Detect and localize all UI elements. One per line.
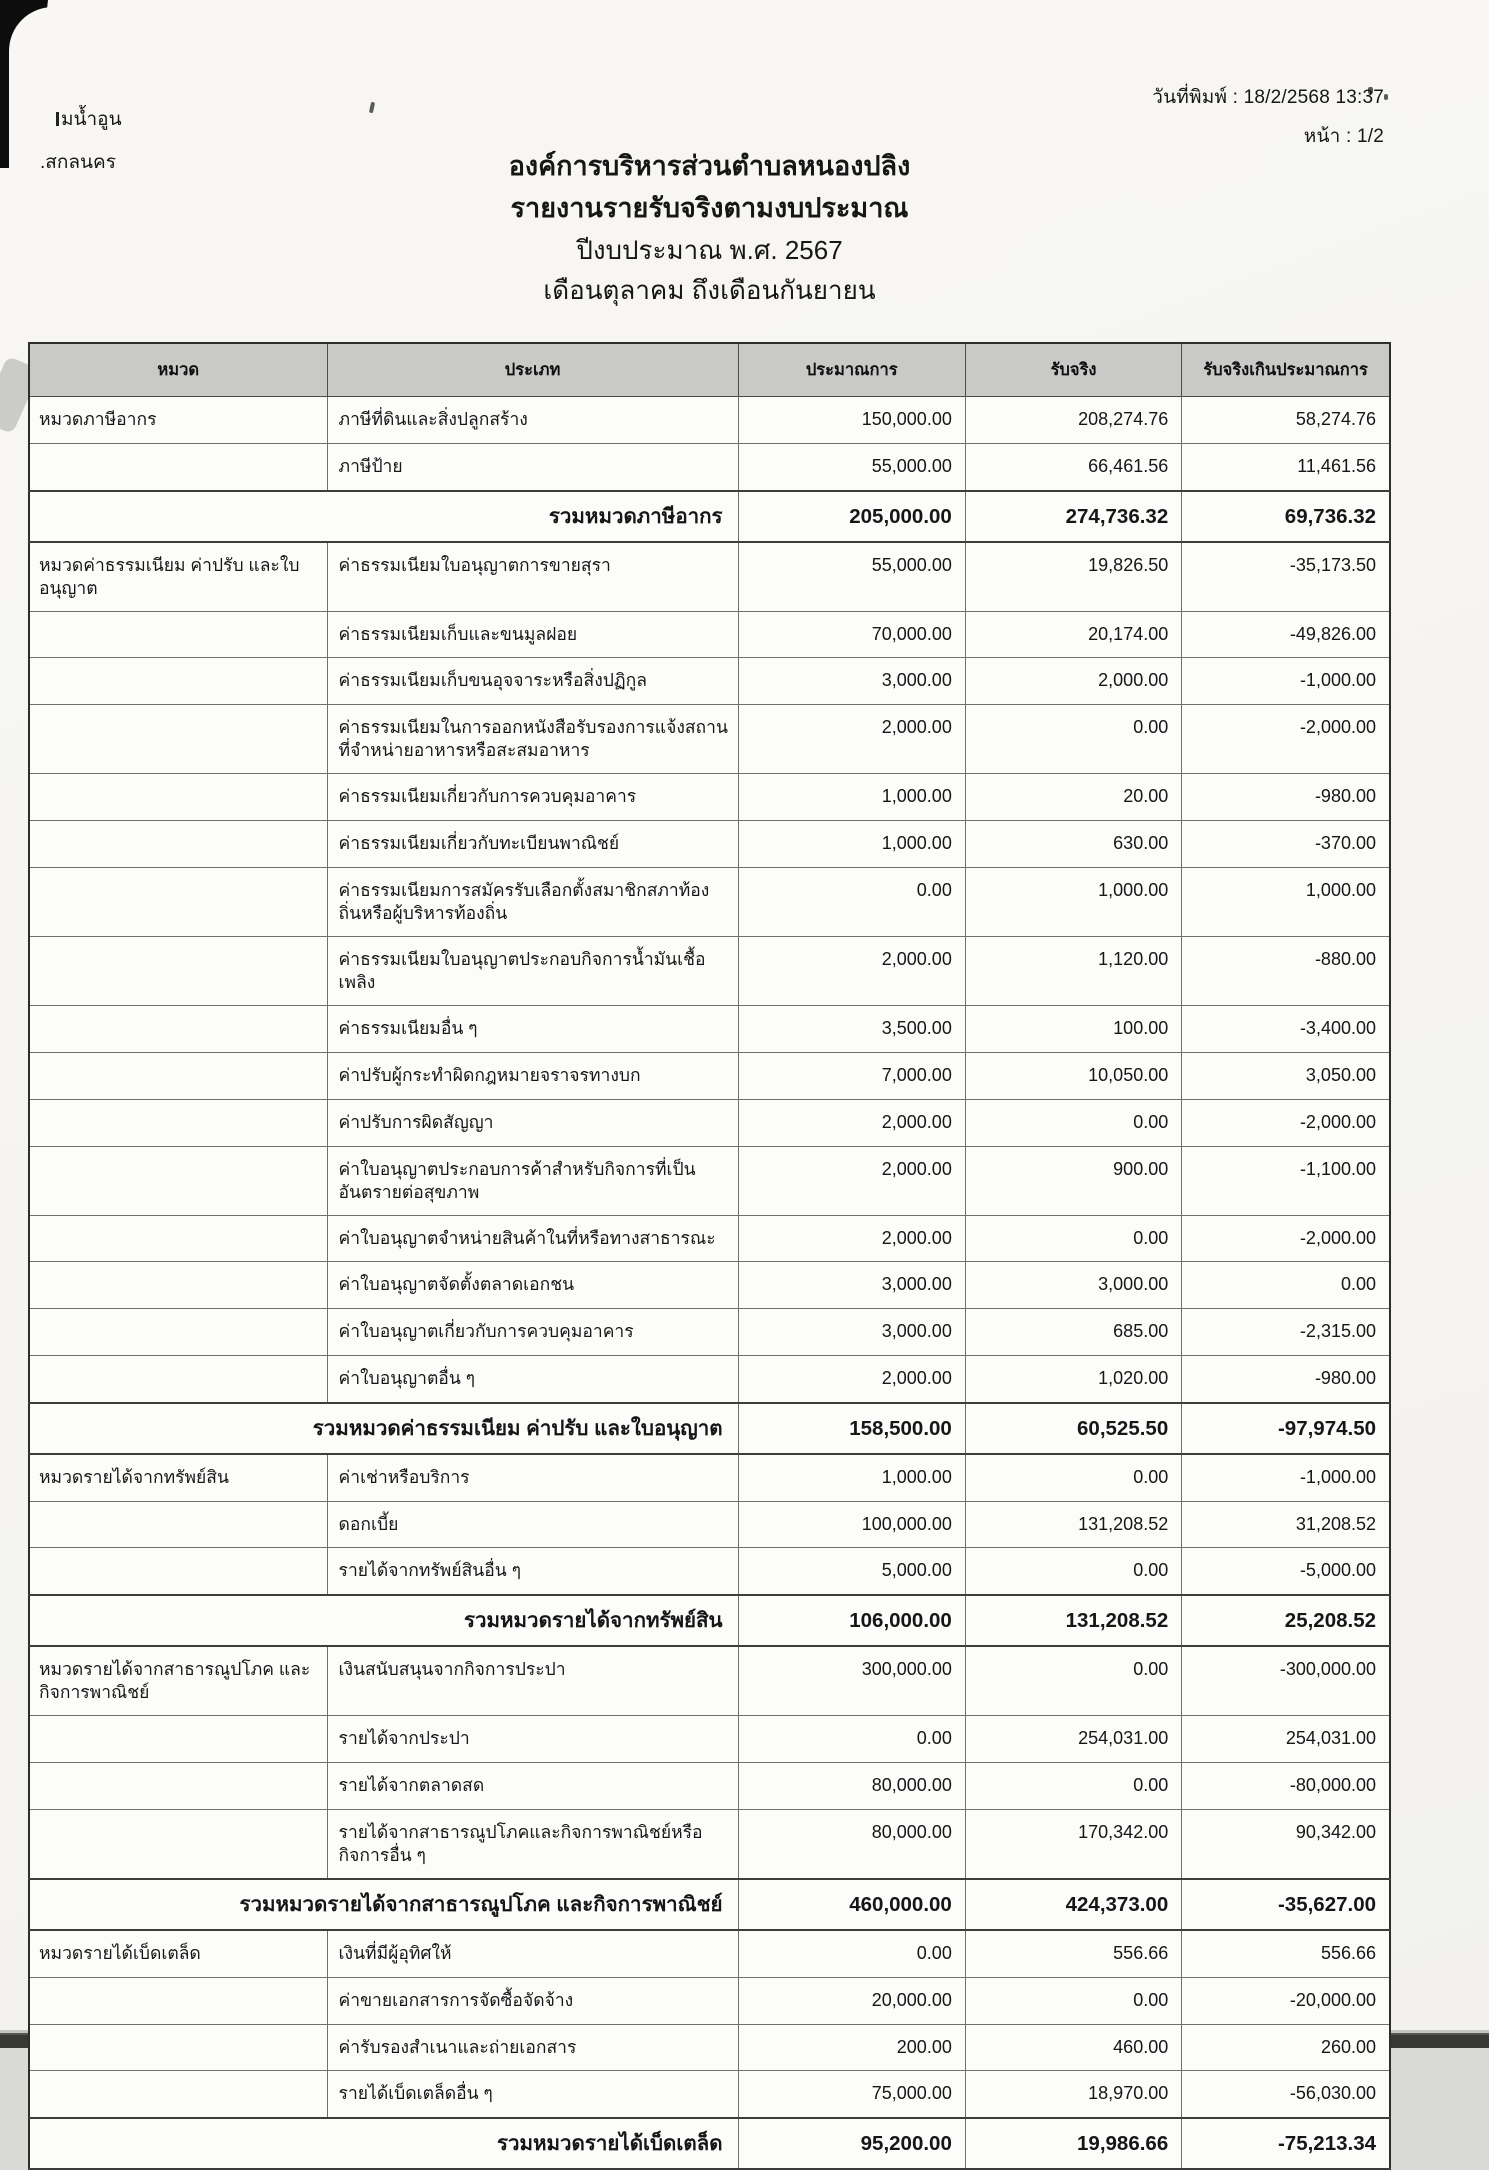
type-cell: ค่าธรรมเนียมการสมัครรับเลือกตั้งสมาชิกสภาท้องถิ่นหรือผู้บริหารท้องถิ่น (327, 867, 738, 936)
summary-budget-cell: 205,000.00 (738, 491, 965, 542)
variance-cell: -56,030.00 (1182, 2071, 1390, 2118)
budget-cell: 2,000.00 (738, 1146, 965, 1215)
category-cell (29, 1262, 327, 1309)
category-cell (29, 1977, 327, 2024)
category-cell (29, 1006, 327, 1053)
category-cell (29, 1548, 327, 1595)
summary-row (29, 491, 1390, 542)
summary-label-cell: รวมหมวดภาษีอากร (29, 491, 738, 542)
variance-cell: -980.00 (1182, 1355, 1390, 1402)
budget-cell: 1,000.00 (738, 774, 965, 821)
summary-variance-cell: -35,627.00 (1182, 1879, 1390, 1930)
actual-cell: 630.00 (965, 821, 1181, 868)
actual-cell: 3,000.00 (965, 1262, 1181, 1309)
budget-cell: 3,500.00 (738, 1006, 965, 1053)
table-row (29, 1977, 1390, 2024)
actual-cell: 1,120.00 (965, 937, 1181, 1006)
summary-budget-cell: 106,000.00 (738, 1595, 965, 1646)
summary-variance-cell: 69,736.32 (1182, 491, 1390, 542)
table-row (29, 2024, 1390, 2071)
budget-cell: 150,000.00 (738, 397, 965, 444)
type-cell: ค่าธรรมเนียมเก็บและขนมูลฝอย (327, 611, 738, 658)
budget-cell: 55,000.00 (738, 443, 965, 490)
variance-cell: -2,000.00 (1182, 705, 1390, 774)
summary-row (29, 1879, 1390, 1930)
table-row (29, 1809, 1390, 1879)
col-header-category: หมวด (29, 343, 327, 397)
actual-cell: 208,274.76 (965, 397, 1181, 444)
actual-cell: 66,461.56 (965, 443, 1181, 490)
summary-budget-cell: 95,200.00 (738, 2118, 965, 2169)
variance-cell: -3,400.00 (1182, 1006, 1390, 1053)
type-cell: ค่าขายเอกสารการจัดซื้อจัดจ้าง (327, 1977, 738, 2024)
document-title-block (28, 153, 1391, 317)
actual-cell: 0.00 (965, 1548, 1181, 1595)
category-cell: หมวดรายได้จากสาธารณูปโภค และกิจการพาณิชย์ (29, 1646, 327, 1716)
actual-cell: 460.00 (965, 2024, 1181, 2071)
variance-cell: -880.00 (1182, 937, 1390, 1006)
col-header-type: ประเภท (327, 343, 738, 397)
variance-cell: 260.00 (1182, 2024, 1390, 2071)
table-row (29, 1006, 1390, 1053)
col-header-budget: ประมาณการ (738, 343, 965, 397)
type-cell: ค่าใบอนุญาตเกี่ยวกับการควบคุมอาคาร (327, 1309, 738, 1356)
letterhead-fragment-text: .สกลนคร (40, 152, 116, 173)
summary-label-cell: รวมหมวดรายได้เบ็ดเตล็ด (29, 2118, 738, 2169)
actual-cell: 1,000.00 (965, 867, 1181, 936)
summary-row (29, 2118, 1390, 2169)
scan-speck (369, 102, 375, 114)
category-cell (29, 1716, 327, 1763)
actual-cell: 556.66 (965, 1930, 1181, 1977)
table-row (29, 397, 1390, 444)
table-row (29, 542, 1390, 612)
variance-cell: -1,000.00 (1182, 658, 1390, 705)
actual-cell: 18,970.00 (965, 2071, 1181, 2118)
summary-actual-cell: 60,525.50 (965, 1403, 1181, 1454)
category-cell: หมวดค่าธรรมเนียม ค่าปรับ และใบอนุญาต (29, 542, 327, 612)
category-cell (29, 1763, 327, 1810)
budget-cell: 2,000.00 (738, 705, 965, 774)
actual-cell: 900.00 (965, 1146, 1181, 1215)
category-cell (29, 443, 327, 490)
type-cell: ค่าธรรมเนียมเกี่ยวกับทะเบียนพาณิชย์ (327, 821, 738, 868)
category-cell (29, 1809, 327, 1879)
letterhead-fragment-text: มน้ำอูน (61, 109, 122, 130)
type-cell: รายได้จากตลาดสด (327, 1763, 738, 1810)
page-number: หน้า : 1/2 (1303, 126, 1384, 147)
actual-cell: 1,020.00 (965, 1355, 1181, 1402)
variance-cell: -1,000.00 (1182, 1454, 1390, 1501)
table-row (29, 821, 1390, 868)
type-cell: รายได้เบ็ดเตล็ดอื่น ๆ (327, 2071, 738, 2118)
category-cell: หมวดรายได้จากทรัพย์สิน (29, 1454, 327, 1501)
actual-cell: 20.00 (965, 774, 1181, 821)
table-row (29, 658, 1390, 705)
report-title: รายงานรายรับจริงตามงบประมาณ (510, 193, 909, 223)
table-row (29, 1053, 1390, 1100)
budget-cell: 0.00 (738, 867, 965, 936)
actual-cell: 0.00 (965, 1099, 1181, 1146)
variance-cell: -980.00 (1182, 774, 1390, 821)
letterhead-fragment-district (56, 104, 122, 134)
type-cell: ค่าธรรมเนียมเก็บขนอุจจาระหรือสิ่งปฏิกูล (327, 658, 738, 705)
category-cell (29, 774, 327, 821)
table-row (29, 1716, 1390, 1763)
actual-cell: 100.00 (965, 1006, 1181, 1053)
scan-speck (1384, 94, 1388, 100)
actual-cell: 0.00 (965, 1454, 1181, 1501)
table-row (29, 705, 1390, 774)
category-cell (29, 867, 327, 936)
actual-cell: 0.00 (965, 705, 1181, 774)
summary-label-cell: รวมหมวดรายได้จากทรัพย์สิน (29, 1595, 738, 1646)
category-cell (29, 937, 327, 1006)
type-cell: ค่าใบอนุญาตจัดตั้งตลาดเอกชน (327, 1262, 738, 1309)
table-body (29, 397, 1390, 2170)
type-cell: ค่าธรรมเนียมใบอนุญาตประกอบกิจการน้ำมันเชื้อเพลิง (327, 937, 738, 1006)
type-cell: ค่าปรับการผิดสัญญา (327, 1099, 738, 1146)
type-cell: เงินที่มีผู้อุทิศให้ (327, 1930, 738, 1977)
budget-cell: 80,000.00 (738, 1809, 965, 1879)
variance-cell: -1,100.00 (1182, 1146, 1390, 1215)
table-row (29, 1146, 1390, 1215)
type-cell: รายได้จากทรัพย์สินอื่น ๆ (327, 1548, 738, 1595)
budget-cell: 3,000.00 (738, 1262, 965, 1309)
budget-cell: 1,000.00 (738, 821, 965, 868)
budget-cell: 3,000.00 (738, 658, 965, 705)
variance-cell: -370.00 (1182, 821, 1390, 868)
variance-cell: -35,173.50 (1182, 542, 1390, 612)
type-cell: ค่ารับรองสำเนาและถ่ายเอกสาร (327, 2024, 738, 2071)
variance-cell: -2,000.00 (1182, 1215, 1390, 1262)
type-cell: ค่าใบอนุญาตอื่น ๆ (327, 1355, 738, 1402)
actual-cell: 254,031.00 (965, 1716, 1181, 1763)
budget-cell: 75,000.00 (738, 2071, 965, 2118)
summary-row (29, 1595, 1390, 1646)
variance-cell: 11,461.56 (1182, 443, 1390, 490)
category-cell (29, 1501, 327, 1548)
budget-cell: 0.00 (738, 1930, 965, 1977)
summary-actual-cell: 274,736.32 (965, 491, 1181, 542)
variance-cell: -5,000.00 (1182, 1548, 1390, 1595)
period-range: เดือนตุลาคม ถึงเดือนกันยายน (543, 275, 876, 305)
category-cell (29, 1355, 327, 1402)
col-header-actual: รับจริง (965, 343, 1181, 397)
variance-cell: 556.66 (1182, 1930, 1390, 1977)
table-row (29, 1501, 1390, 1548)
table-row (29, 1548, 1390, 1595)
actual-cell: 0.00 (965, 1646, 1181, 1716)
category-cell: หมวดภาษีอากร (29, 397, 327, 444)
budget-cell: 7,000.00 (738, 1053, 965, 1100)
budget-cell: 80,000.00 (738, 1763, 965, 1810)
table-row (29, 774, 1390, 821)
variance-cell: 58,274.76 (1182, 397, 1390, 444)
actual-cell: 0.00 (965, 1215, 1181, 1262)
type-cell: ค่าธรรมเนียมใบอนุญาตการขายสุรา (327, 542, 738, 612)
category-cell (29, 1215, 327, 1262)
print-date: วันที่พิมพ์ : 18/2/2568 13:37 (1152, 87, 1384, 108)
category-cell (29, 658, 327, 705)
table-row (29, 1930, 1390, 1977)
actual-cell: 2,000.00 (965, 658, 1181, 705)
type-cell: ค่าธรรมเนียมเกี่ยวกับการควบคุมอาคาร (327, 774, 738, 821)
type-cell: ค่าปรับผู้กระทำผิดกฎหมายจราจรทางบก (327, 1053, 738, 1100)
variance-cell: 90,342.00 (1182, 1809, 1390, 1879)
budget-cell: 20,000.00 (738, 1977, 965, 2024)
type-cell: ภาษีป้าย (327, 443, 738, 490)
variance-cell: -2,000.00 (1182, 1099, 1390, 1146)
table-row (29, 1454, 1390, 1501)
fiscal-year: ปีงบประมาณ พ.ศ. 2567 (576, 235, 843, 265)
summary-variance-cell: 25,208.52 (1182, 1595, 1390, 1646)
variance-cell: 0.00 (1182, 1262, 1390, 1309)
table-row (29, 443, 1390, 490)
variance-cell: -300,000.00 (1182, 1646, 1390, 1716)
variance-cell: 3,050.00 (1182, 1053, 1390, 1100)
budget-cell: 0.00 (738, 1716, 965, 1763)
summary-label-cell: รวมหมวดค่าธรรมเนียม ค่าปรับ และใบอนุญาต (29, 1403, 738, 1454)
table-row (29, 1099, 1390, 1146)
variance-cell: 254,031.00 (1182, 1716, 1390, 1763)
col-header-variance: รับจริงเกินประมาณการ (1182, 343, 1390, 397)
actual-cell: 685.00 (965, 1309, 1181, 1356)
actual-cell: 0.00 (965, 1977, 1181, 2024)
table-row (29, 2071, 1390, 2118)
budget-cell: 2,000.00 (738, 1099, 965, 1146)
table-row (29, 1763, 1390, 1810)
budget-cell: 55,000.00 (738, 542, 965, 612)
actual-cell: 10,050.00 (965, 1053, 1181, 1100)
summary-variance-cell: -97,974.50 (1182, 1403, 1390, 1454)
variance-cell: 1,000.00 (1182, 867, 1390, 936)
budget-cell: 1,000.00 (738, 1454, 965, 1501)
table-row (29, 1215, 1390, 1262)
table-row (29, 867, 1390, 936)
budget-cell: 200.00 (738, 2024, 965, 2071)
variance-cell: -20,000.00 (1182, 1977, 1390, 2024)
organization-name: องค์การบริหารส่วนตำบลหนองปลิง (508, 151, 911, 181)
type-cell: ภาษีที่ดินและสิ่งปลูกสร้าง (327, 397, 738, 444)
category-cell (29, 2071, 327, 2118)
category-cell (29, 1146, 327, 1215)
actual-cell: 19,826.50 (965, 542, 1181, 612)
summary-variance-cell: -75,213.34 (1182, 2118, 1390, 2169)
variance-cell: -2,315.00 (1182, 1309, 1390, 1356)
category-cell (29, 611, 327, 658)
table-row (29, 611, 1390, 658)
table-row (29, 1309, 1390, 1356)
type-cell: ค่าใบอนุญาตประกอบการค้าสำหรับกิจการที่เป็นอันตรายต่อสุขภาพ (327, 1146, 738, 1215)
type-cell: รายได้จากสาธารณูปโภคและกิจการพาณิชย์หรือกิจการอื่น ๆ (327, 1809, 738, 1879)
type-cell: ค่าใบอนุญาตจำหน่ายสินค้าในที่หรือทางสาธารณะ (327, 1215, 738, 1262)
category-cell (29, 1099, 327, 1146)
variance-cell: -49,826.00 (1182, 611, 1390, 658)
category-cell (29, 705, 327, 774)
type-cell: ดอกเบี้ย (327, 1501, 738, 1548)
variance-cell: 31,208.52 (1182, 1501, 1390, 1548)
category-cell (29, 1309, 327, 1356)
variance-cell: -80,000.00 (1182, 1763, 1390, 1810)
actual-cell: 170,342.00 (965, 1809, 1181, 1879)
category-cell (29, 1053, 327, 1100)
type-cell: รายได้จากประปา (327, 1716, 738, 1763)
table-row (29, 1355, 1390, 1402)
budget-cell: 300,000.00 (738, 1646, 965, 1716)
table-row (29, 937, 1390, 1006)
budget-cell: 70,000.00 (738, 611, 965, 658)
summary-row (29, 1403, 1390, 1454)
revenue-table (28, 342, 1391, 2170)
actual-cell: 20,174.00 (965, 611, 1181, 658)
clipped-glyph (56, 112, 59, 126)
category-cell: หมวดรายได้เบ็ดเตล็ด (29, 1930, 327, 1977)
category-cell (29, 2024, 327, 2071)
type-cell: ค่าธรรมเนียมอื่น ๆ (327, 1006, 738, 1053)
header-row (29, 343, 1390, 397)
category-cell (29, 821, 327, 868)
table-header (29, 343, 1390, 397)
budget-cell: 3,000.00 (738, 1309, 965, 1356)
summary-budget-cell: 460,000.00 (738, 1879, 965, 1930)
table-row (29, 1646, 1390, 1716)
actual-cell: 0.00 (965, 1763, 1181, 1810)
table-row (29, 1262, 1390, 1309)
budget-cell: 2,000.00 (738, 937, 965, 1006)
summary-actual-cell: 131,208.52 (965, 1595, 1181, 1646)
budget-cell: 2,000.00 (738, 1215, 965, 1262)
summary-actual-cell: 424,373.00 (965, 1879, 1181, 1930)
summary-budget-cell: 158,500.00 (738, 1403, 965, 1454)
actual-cell: 131,208.52 (965, 1501, 1181, 1548)
type-cell: ค่าเช่าหรือบริการ (327, 1454, 738, 1501)
type-cell: ค่าธรรมเนียมในการออกหนังสือรับรองการแจ้งสถานที่จำหน่ายอาหารหรือสะสมอาหาร (327, 705, 738, 774)
type-cell: เงินสนับสนุนจากกิจการประปา (327, 1646, 738, 1716)
summary-label-cell: รวมหมวดรายได้จากสาธารณูปโภค และกิจการพาณิชย์ (29, 1879, 738, 1930)
budget-cell: 2,000.00 (738, 1355, 965, 1402)
budget-cell: 100,000.00 (738, 1501, 965, 1548)
budget-cell: 5,000.00 (738, 1548, 965, 1595)
summary-actual-cell: 19,986.66 (965, 2118, 1181, 2169)
